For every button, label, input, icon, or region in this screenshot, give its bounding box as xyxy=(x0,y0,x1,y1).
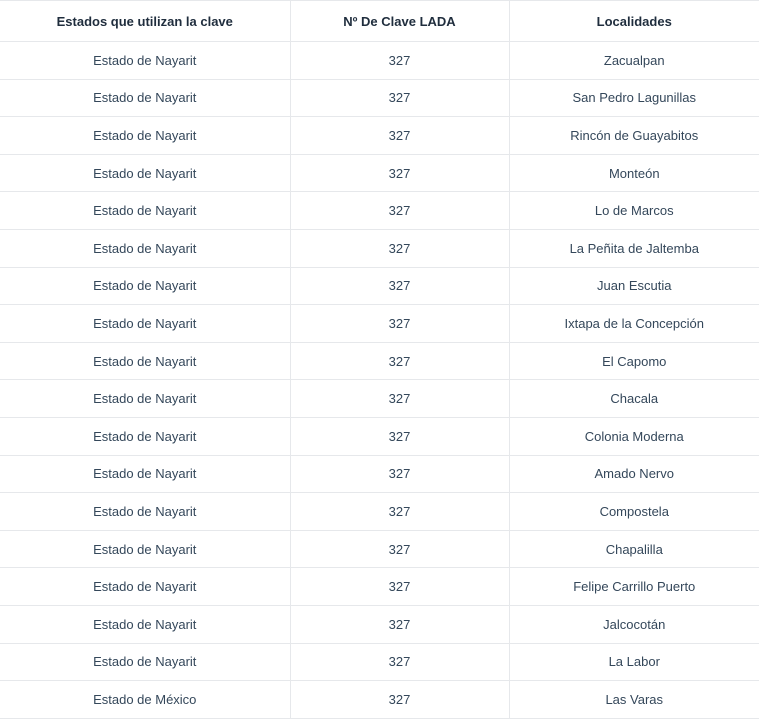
table-row xyxy=(0,79,759,117)
cell-estado: Estado de Nayarit xyxy=(0,267,290,305)
header-localidades: Localidades xyxy=(509,1,759,42)
cell-estado: Estado de Nayarit xyxy=(0,643,290,681)
cell-clave: 327 xyxy=(290,380,509,418)
table-row xyxy=(0,267,759,305)
cell-estado: Estado de Nayarit xyxy=(0,455,290,493)
cell-estado: Estado de Nayarit xyxy=(0,568,290,606)
cell-localidad: Lo de Marcos xyxy=(509,192,759,230)
header-row xyxy=(0,1,759,42)
cell-localidad: Monteón xyxy=(509,154,759,192)
cell-estado: Estado de Nayarit xyxy=(0,342,290,380)
cell-estado: Estado de Nayarit xyxy=(0,305,290,343)
table-row xyxy=(0,605,759,643)
cell-localidad: San Pedro Lagunillas xyxy=(509,79,759,117)
cell-localidad: Juan Escutia xyxy=(509,267,759,305)
cell-estado: Estado de Nayarit xyxy=(0,154,290,192)
cell-localidad: El Capomo xyxy=(509,342,759,380)
cell-localidad: Rincón de Guayabitos xyxy=(509,117,759,155)
cell-estado: Estado de Nayarit xyxy=(0,42,290,80)
cell-localidad: La Peñita de Jaltemba xyxy=(509,229,759,267)
table-header xyxy=(0,1,759,42)
table-row xyxy=(0,229,759,267)
cell-estado: Estado de Nayarit xyxy=(0,493,290,531)
cell-clave: 327 xyxy=(290,417,509,455)
cell-localidad: Amado Nervo xyxy=(509,455,759,493)
cell-clave: 327 xyxy=(290,605,509,643)
cell-clave: 327 xyxy=(290,42,509,80)
cell-estado: Estado de Nayarit xyxy=(0,79,290,117)
table-row xyxy=(0,530,759,568)
cell-clave: 327 xyxy=(290,455,509,493)
cell-estado: Estado de Nayarit xyxy=(0,530,290,568)
cell-clave: 327 xyxy=(290,192,509,230)
cell-estado: Estado de Nayarit xyxy=(0,417,290,455)
cell-clave: 327 xyxy=(290,530,509,568)
cell-localidad: Felipe Carrillo Puerto xyxy=(509,568,759,606)
cell-clave: 327 xyxy=(290,154,509,192)
cell-localidad: La Labor xyxy=(509,643,759,681)
table-body xyxy=(0,42,759,719)
cell-localidad: Jalcocotán xyxy=(509,605,759,643)
cell-estado: Estado de Nayarit xyxy=(0,229,290,267)
cell-estado: Estado de Nayarit xyxy=(0,192,290,230)
table-row xyxy=(0,380,759,418)
cell-clave: 327 xyxy=(290,681,509,719)
table-row xyxy=(0,154,759,192)
cell-estado: Estado de Nayarit xyxy=(0,380,290,418)
cell-localidad: Las Varas xyxy=(509,681,759,719)
table-row xyxy=(0,568,759,606)
cell-clave: 327 xyxy=(290,229,509,267)
cell-clave: 327 xyxy=(290,643,509,681)
cell-clave: 327 xyxy=(290,568,509,606)
cell-clave: 327 xyxy=(290,305,509,343)
table-row xyxy=(0,643,759,681)
cell-localidad: Chapalilla xyxy=(509,530,759,568)
cell-estado: Estado de Nayarit xyxy=(0,605,290,643)
cell-clave: 327 xyxy=(290,342,509,380)
table-row xyxy=(0,42,759,80)
cell-localidad: Colonia Moderna xyxy=(509,417,759,455)
table-row xyxy=(0,493,759,531)
cell-localidad: Ixtapa de la Concepción xyxy=(509,305,759,343)
header-clave-lada: Nº De Clave LADA xyxy=(290,1,509,42)
cell-clave: 327 xyxy=(290,79,509,117)
table-row xyxy=(0,192,759,230)
cell-localidad: Zacualpan xyxy=(509,42,759,80)
table-row xyxy=(0,417,759,455)
cell-estado: Estado de Nayarit xyxy=(0,117,290,155)
cell-clave: 327 xyxy=(290,493,509,531)
table-row xyxy=(0,305,759,343)
cell-localidad: Chacala xyxy=(509,380,759,418)
table-row xyxy=(0,681,759,719)
table-row xyxy=(0,117,759,155)
cell-estado: Estado de México xyxy=(0,681,290,719)
table-row xyxy=(0,342,759,380)
cell-localidad: Compostela xyxy=(509,493,759,531)
cell-clave: 327 xyxy=(290,267,509,305)
header-estados: Estados que utilizan la clave xyxy=(0,1,290,42)
cell-clave: 327 xyxy=(290,117,509,155)
table-row xyxy=(0,455,759,493)
